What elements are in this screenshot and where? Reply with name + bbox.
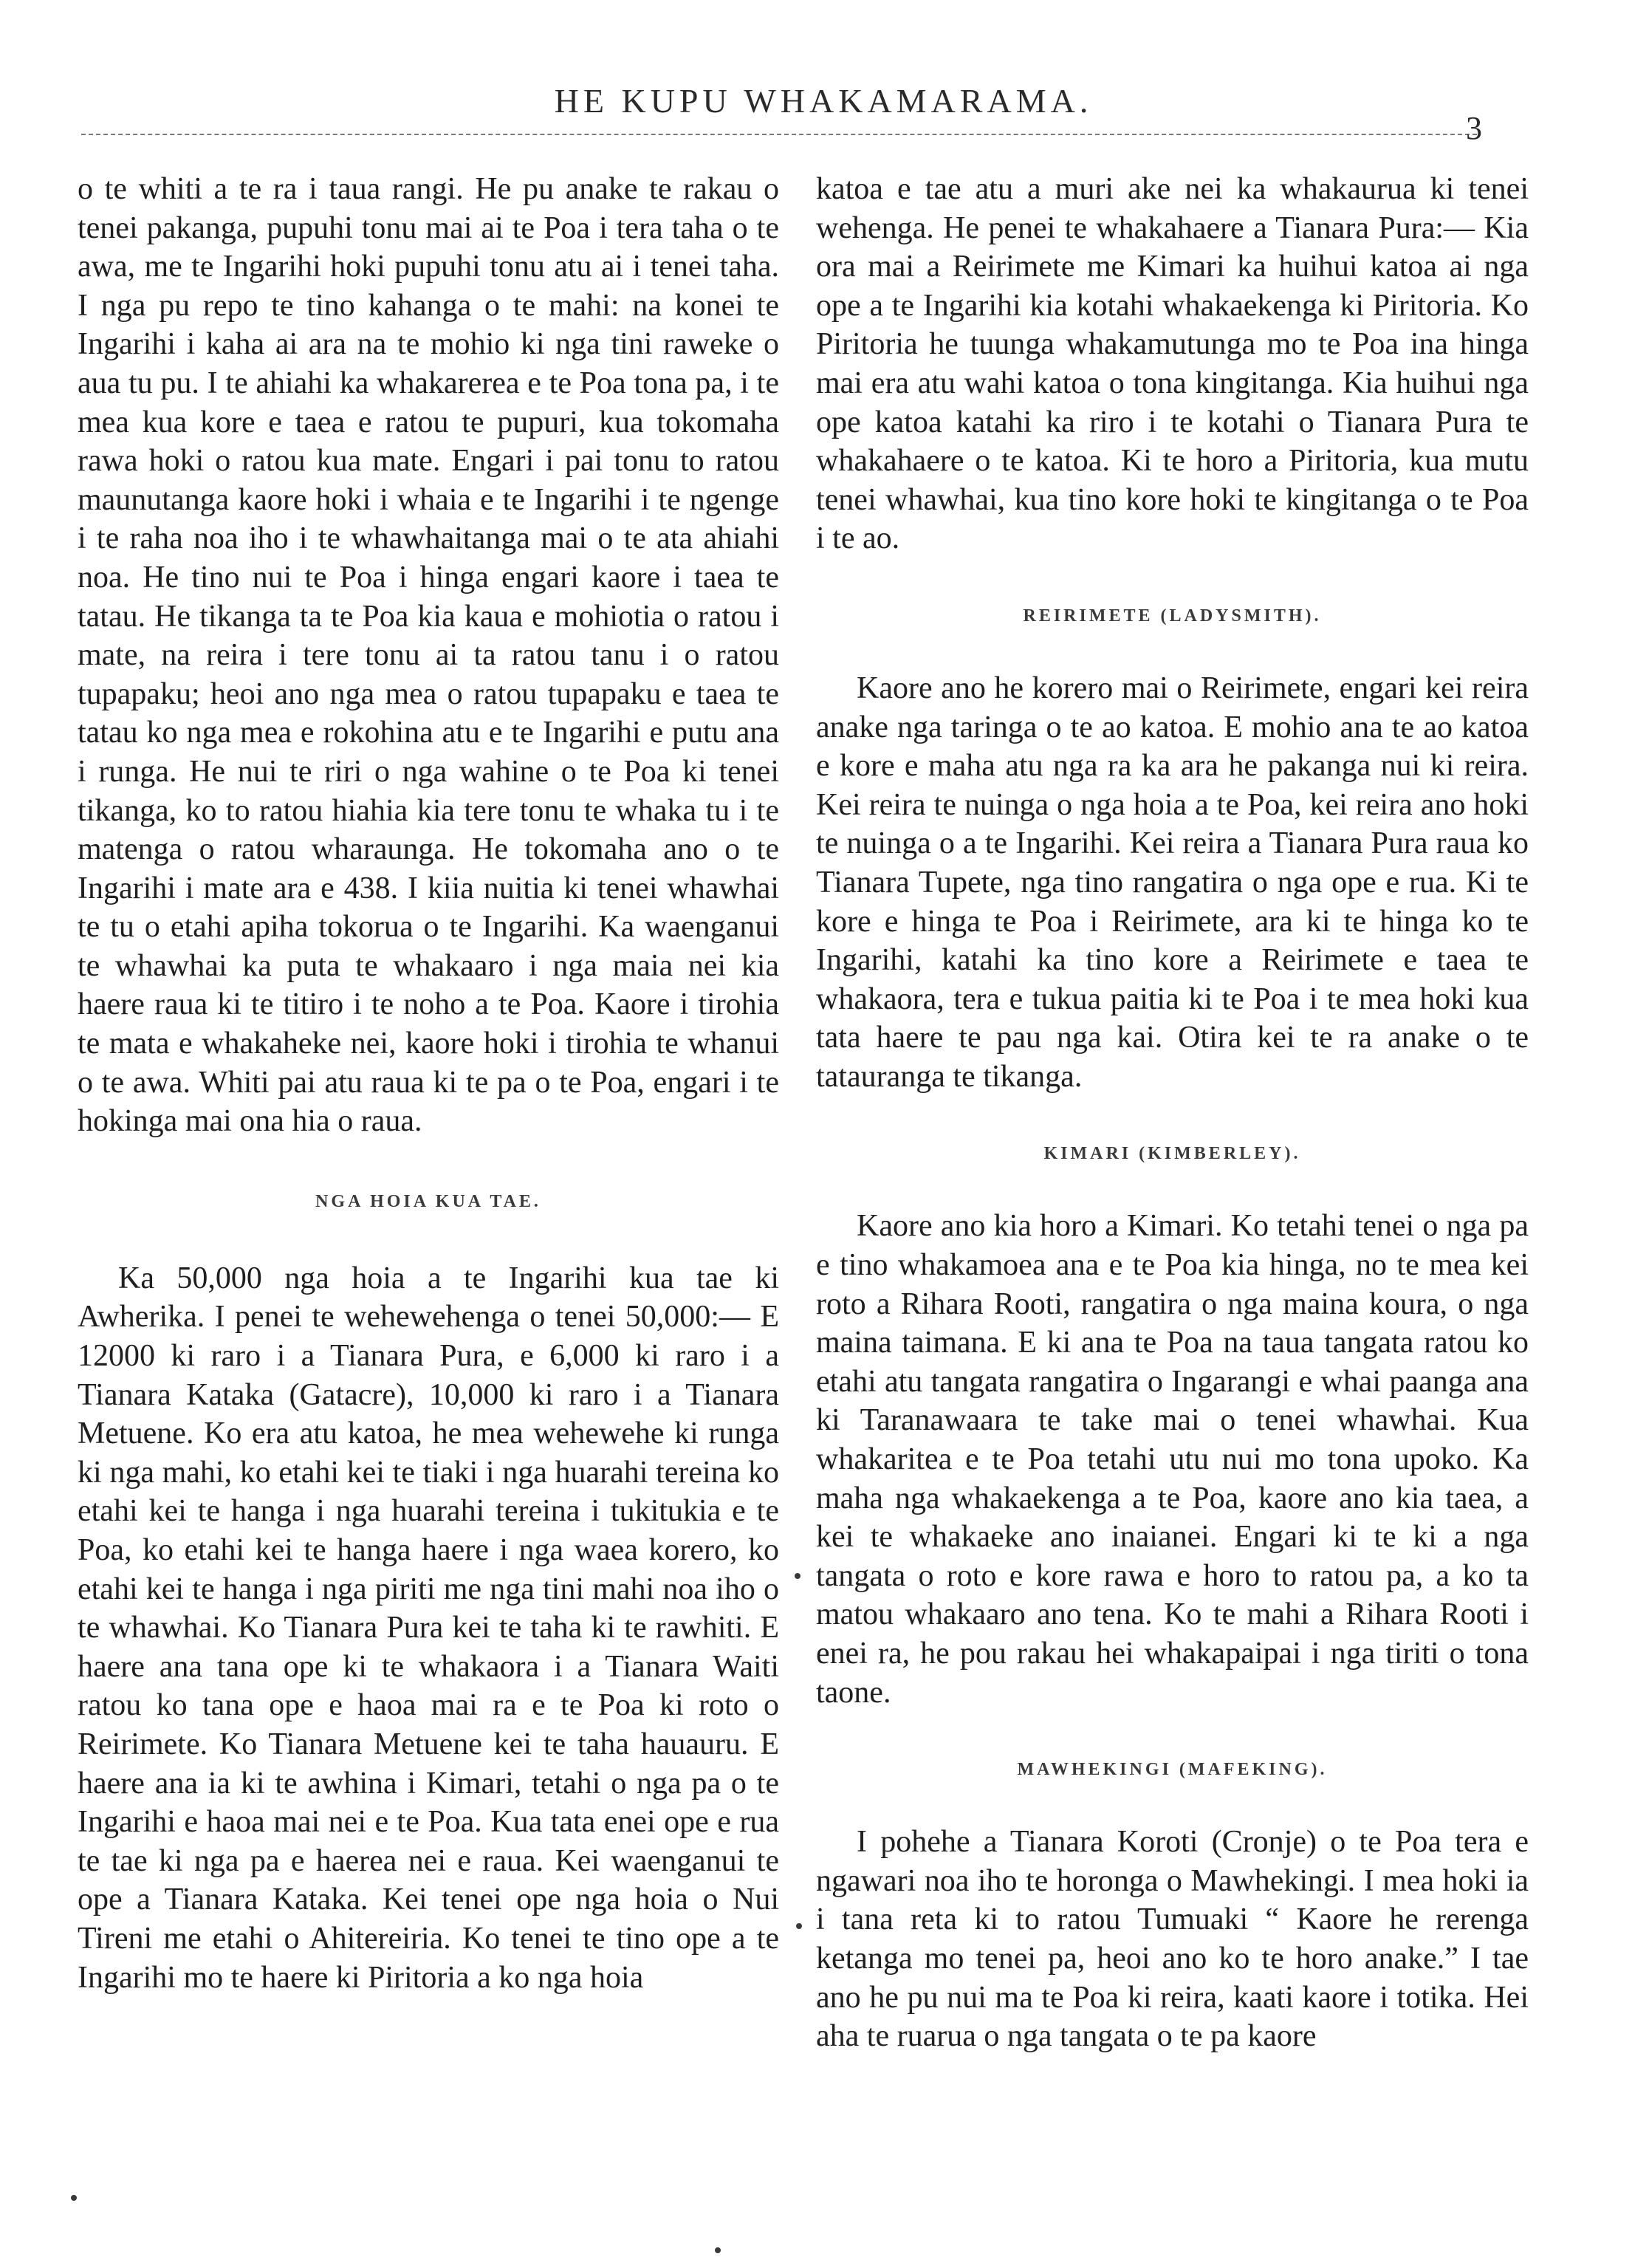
section-heading-kimari: KIMARI (KIMBERLEY). <box>1043 1144 1301 1164</box>
section-heading-nga-hoia: NGA HOIA KUA TAE. <box>315 1191 541 1211</box>
body-paragraph: katoa e tae atu a muri ake nei ka whakaurua ki tenei wehenga. He penei te whakahaere a Tianara Pura:— Kia ora mai a Reirimete me Kimari ka huihui katoa ai nga ope a te Ingarihi kia kotahi whakaekenga ki Piritoria. Ko Piritoria he tuunga whakamutunga mo te Poa ina hinga mai era atu wahi katoa o tona kingitanga. Kia huihui nga ope katoa katahi ka riro i te kotahi o Tianara Pura te whakahaere o te katoa. Ki te horo a Piritoria, kua mutu tenei whawhai, kua tino kore hoki te kingitanga o te Poa i te ao. <box>816 172 1529 556</box>
margin-dot-mark <box>795 1573 800 1579</box>
body-paragraph: Ka 50,000 nga hoia a te Ingarihi kua tae ki Awherika. I penei te wehewehenga o tenei 50,000:— E 12000 ki raro i a Tianara Pura, e 6,000 ki raro i a Tianara Kataka (Gatacre), 10,000 ki raro i a Tianara Metuene. Ko era atu katoa, he mea wehewehe ki runga ki nga mahi, ko etahi kei te tiaki i nga huarahi tereina ko etahi kei te hanga i nga huarahi tereina i tukitukia e te Poa, ko etahi kei te hanga haere i nga waea korero, ko etahi kei te hanga i nga piriti me nga tini mahi noa iho o te whawhai. Ko Tianara Pura kei te taha ki te rawhiti. E haere ana tana ope ki te whakaora i a Tianara Waiti ratou ko tana ope e haoa mai ra e te Poa ki roto o Reirimete. Ko Tianara Metuene kei te taha hauauru. E haere ana ia ki te awhina i Kimari, tetahi o nga pa o te Ingarihi e haoa mai nei e te Poa. Kua tata enei ope e rua te tae ki nga pa e haerea nei e raua. Kei waenganui te ope a Tianara Kataka. Kei tenei ope nga hoia o Nui Tireni me etahi o Ahitereiria. Ko tenei te tino ope a te Ingarihi mo te haere ki Piritoria a ko nga hoia <box>78 1261 779 1995</box>
margin-dot-mark <box>796 1923 802 1929</box>
page-header <box>0 0 1649 148</box>
running-title: HE KUPU WHAKAMARAMA. <box>554 82 1093 120</box>
left-column <box>78 170 779 2238</box>
margin-dot-mark <box>71 2195 77 2201</box>
body-paragraph: I pohehe a Tianara Koroti (Cronje) o te Poa tera e ngawari noa iho te horonga o Mawhekingi. I mea hoki ia i tana reta ki to ratou Tumuaki “ Kaore he rerenga ketanga mo tenei pa, heoi ano ko te horo anake.” I tae ano he pu nui ma te Poa ki reira, kaati kaore i totika. Hei aha te ruarua o nga tangata o te pa kaore <box>816 1825 1529 2054</box>
right-column <box>816 170 1529 2238</box>
section-heading-reirimete: REIRIMETE (LADYSMITH). <box>1023 606 1322 626</box>
header-rule <box>81 134 1477 135</box>
page-number: 3 <box>1466 110 1482 146</box>
body-paragraph: o te whiti a te ra i taua rangi. He pu anake te rakau o tenei pakanga, pupuhi tonu mai ai te Poa i tera taha o te awa, me te Ingarihi hoki pupuhi tonu atu ai i tenei taha. I nga pu repo te tino kahanga o te mahi: na konei te Ingarihi i kaha ai ara na te mohio ki nga tini raweke o aua tu pu. I te ahiahi ka whakarerea e te Poa tona pa, i te mea kua kore e taea e ratou te pupuri, kua tokomaha rawa hoki o ratou kua mate. Engari i pai tonu to ratou maunutanga kaore hoki i whaia e te Ingarihi i te ngenge i te raha noa iho i te whawhaitanga mai o te ata ahiahi noa. He tino nui te Poa i hinga engari kaore i taea te tatau. He tikanga ta te Poa kia kaua e mohiotia o ratou i mate, na reira i tere tonu ai ta ratou tanu i o ratou tupapaku; heoi ano nga mea o ratou tupapaku e taea te tatau ko nga mea e rokohina atu e te Ingarihi e putu ana i runga. He nui te riri o nga wahine o te Poa ki tenei tikanga, ko to ratou hiahia kia tere tonu te whaka tu i te matenga o ratou wharaunga. He tokomaha ano o te Ingarihi i mate ara e 438. I kiia nuitia ki tenei whawhai te tu o etahi apiha tokorua o te Ingarihi. Ka waenganui te whawhai ka puta te whakaaro i nga maia nei kia haere raua ki te titiro i te noho a te Poa. Kaore i tirohia te mata e whakaheke nei, kaore hoki i tirohia te whanui o te awa. Whiti pai atu raua ki te pa o te Poa, engari i te hokinga mai ona hia o raua. <box>78 172 779 1139</box>
body-paragraph: Kaore ano he korero mai o Reirimete, engari kei reira anake nga taringa o te ao katoa. E mohio ana te ao katoa e kore e maha atu nga ra ka ara he pakanga nui ki reira. Kei reira te nuinga o nga hoia a te Poa, kei reira ano hoki te nuinga o a te Ingarihi. Kei reira a Tianara Pura raua ko Tianara Tupete, nga tino rangatira o nga ope e rua. Ki te kore e hinga te Poa i Reirimete, ara ki te hinga ko te Ingarihi, katahi ka tino kore a Reirimete e taea te whakaora, tera e tukua paitia ki te Poa i te mea hoki kua tata haere te pau nga kai. Otira kei te ra anake o te tatauranga te tikanga. <box>816 671 1529 1094</box>
section-heading-mawhekingi: MAWHEKINGI (MAFEKING). <box>1017 1760 1328 1780</box>
body-paragraph: Kaore ano kia horo a Kimari. Ko tetahi tenei o nga pa e tino whakamoea ana e te Poa kia hinga, no te mea kei roto a Rihara Rooti, rangatira o nga maina koura, o nga maina taimana. E ki ana te Poa na taua tangata ratou ko etahi atu tangata rangatira o Ingarangi e whai paanga ana ki Taranawaara te take mai o tenei whawhai. Kua whakaritea e te Poa tetahi utu nui mo tona upoko. Ka maha nga whakaekenga a te Poa, kaore ano kia taea, a kei te whakaeke ano inaianei. Engari ki te ki a nga tangata o roto e kore rawa e horo to ratou pa, a ko ta matou whakaaro ano tena. Ko te mahi a Rihara Rooti i enei ra, he pou rakau hei whakapaipai i nga tiriti o tona taone. <box>816 1209 1529 1710</box>
margin-dot-mark <box>715 2247 721 2253</box>
